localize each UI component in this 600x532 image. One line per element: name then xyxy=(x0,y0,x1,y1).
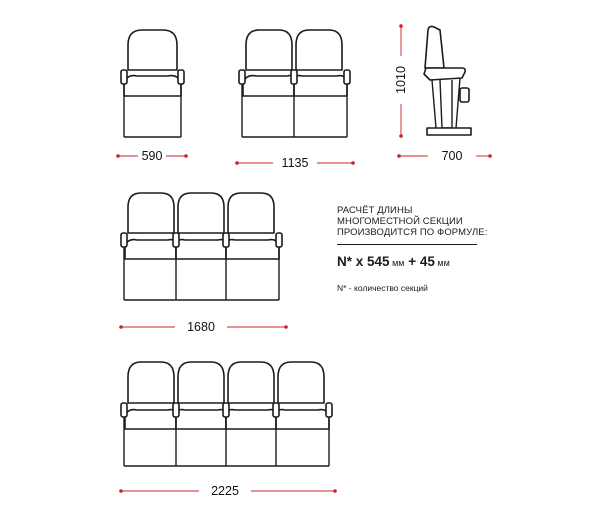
formula-footnote: N* - количество секций xyxy=(337,283,428,294)
dimension-1135 xyxy=(235,156,355,170)
formula-heading xyxy=(337,205,497,238)
formula-seat-value: 545 xyxy=(367,254,390,270)
dimension-label-2225: 2225 xyxy=(211,484,239,498)
formula-heading-line: РАСЧЁТ ДЛИНЫ xyxy=(337,205,413,216)
dimension-1680 xyxy=(119,320,288,334)
dimension-label-1680: 1680 xyxy=(187,320,215,334)
formula-unit-end: мм xyxy=(434,258,450,269)
seat-side-view xyxy=(424,26,471,135)
formula-divider xyxy=(337,244,477,245)
dimension-590 xyxy=(116,149,188,163)
quadruple-seat-front-view xyxy=(121,362,332,466)
dimension-label-700: 700 xyxy=(441,149,463,163)
dimension-label-1135: 1135 xyxy=(281,156,309,170)
dimension-2225 xyxy=(119,484,337,498)
formula-times: x xyxy=(352,254,368,270)
dimension-700 xyxy=(397,149,492,163)
single-seat-front-view xyxy=(121,30,184,137)
formula-end-value: 45 xyxy=(419,254,435,270)
length-formula-block xyxy=(337,205,497,293)
formula-expression xyxy=(337,254,497,269)
formula-heading-line: ПРОИЗВОДИТСЯ ПО ФОРМУЛЕ: xyxy=(337,227,488,238)
double-seat-front-view xyxy=(239,30,350,137)
dimension-label-1010: 1010 xyxy=(394,66,408,94)
formula-n-symbol: N* xyxy=(337,254,353,270)
dimension-1010 xyxy=(394,24,408,138)
dimension-label-590: 590 xyxy=(141,149,163,163)
formula-unit: мм xyxy=(389,258,405,269)
formula-heading-line: МНОГОМЕСТНОЙ СЕКЦИИ xyxy=(337,216,463,227)
triple-seat-front-view xyxy=(121,193,282,300)
formula-plus: + xyxy=(404,254,420,270)
